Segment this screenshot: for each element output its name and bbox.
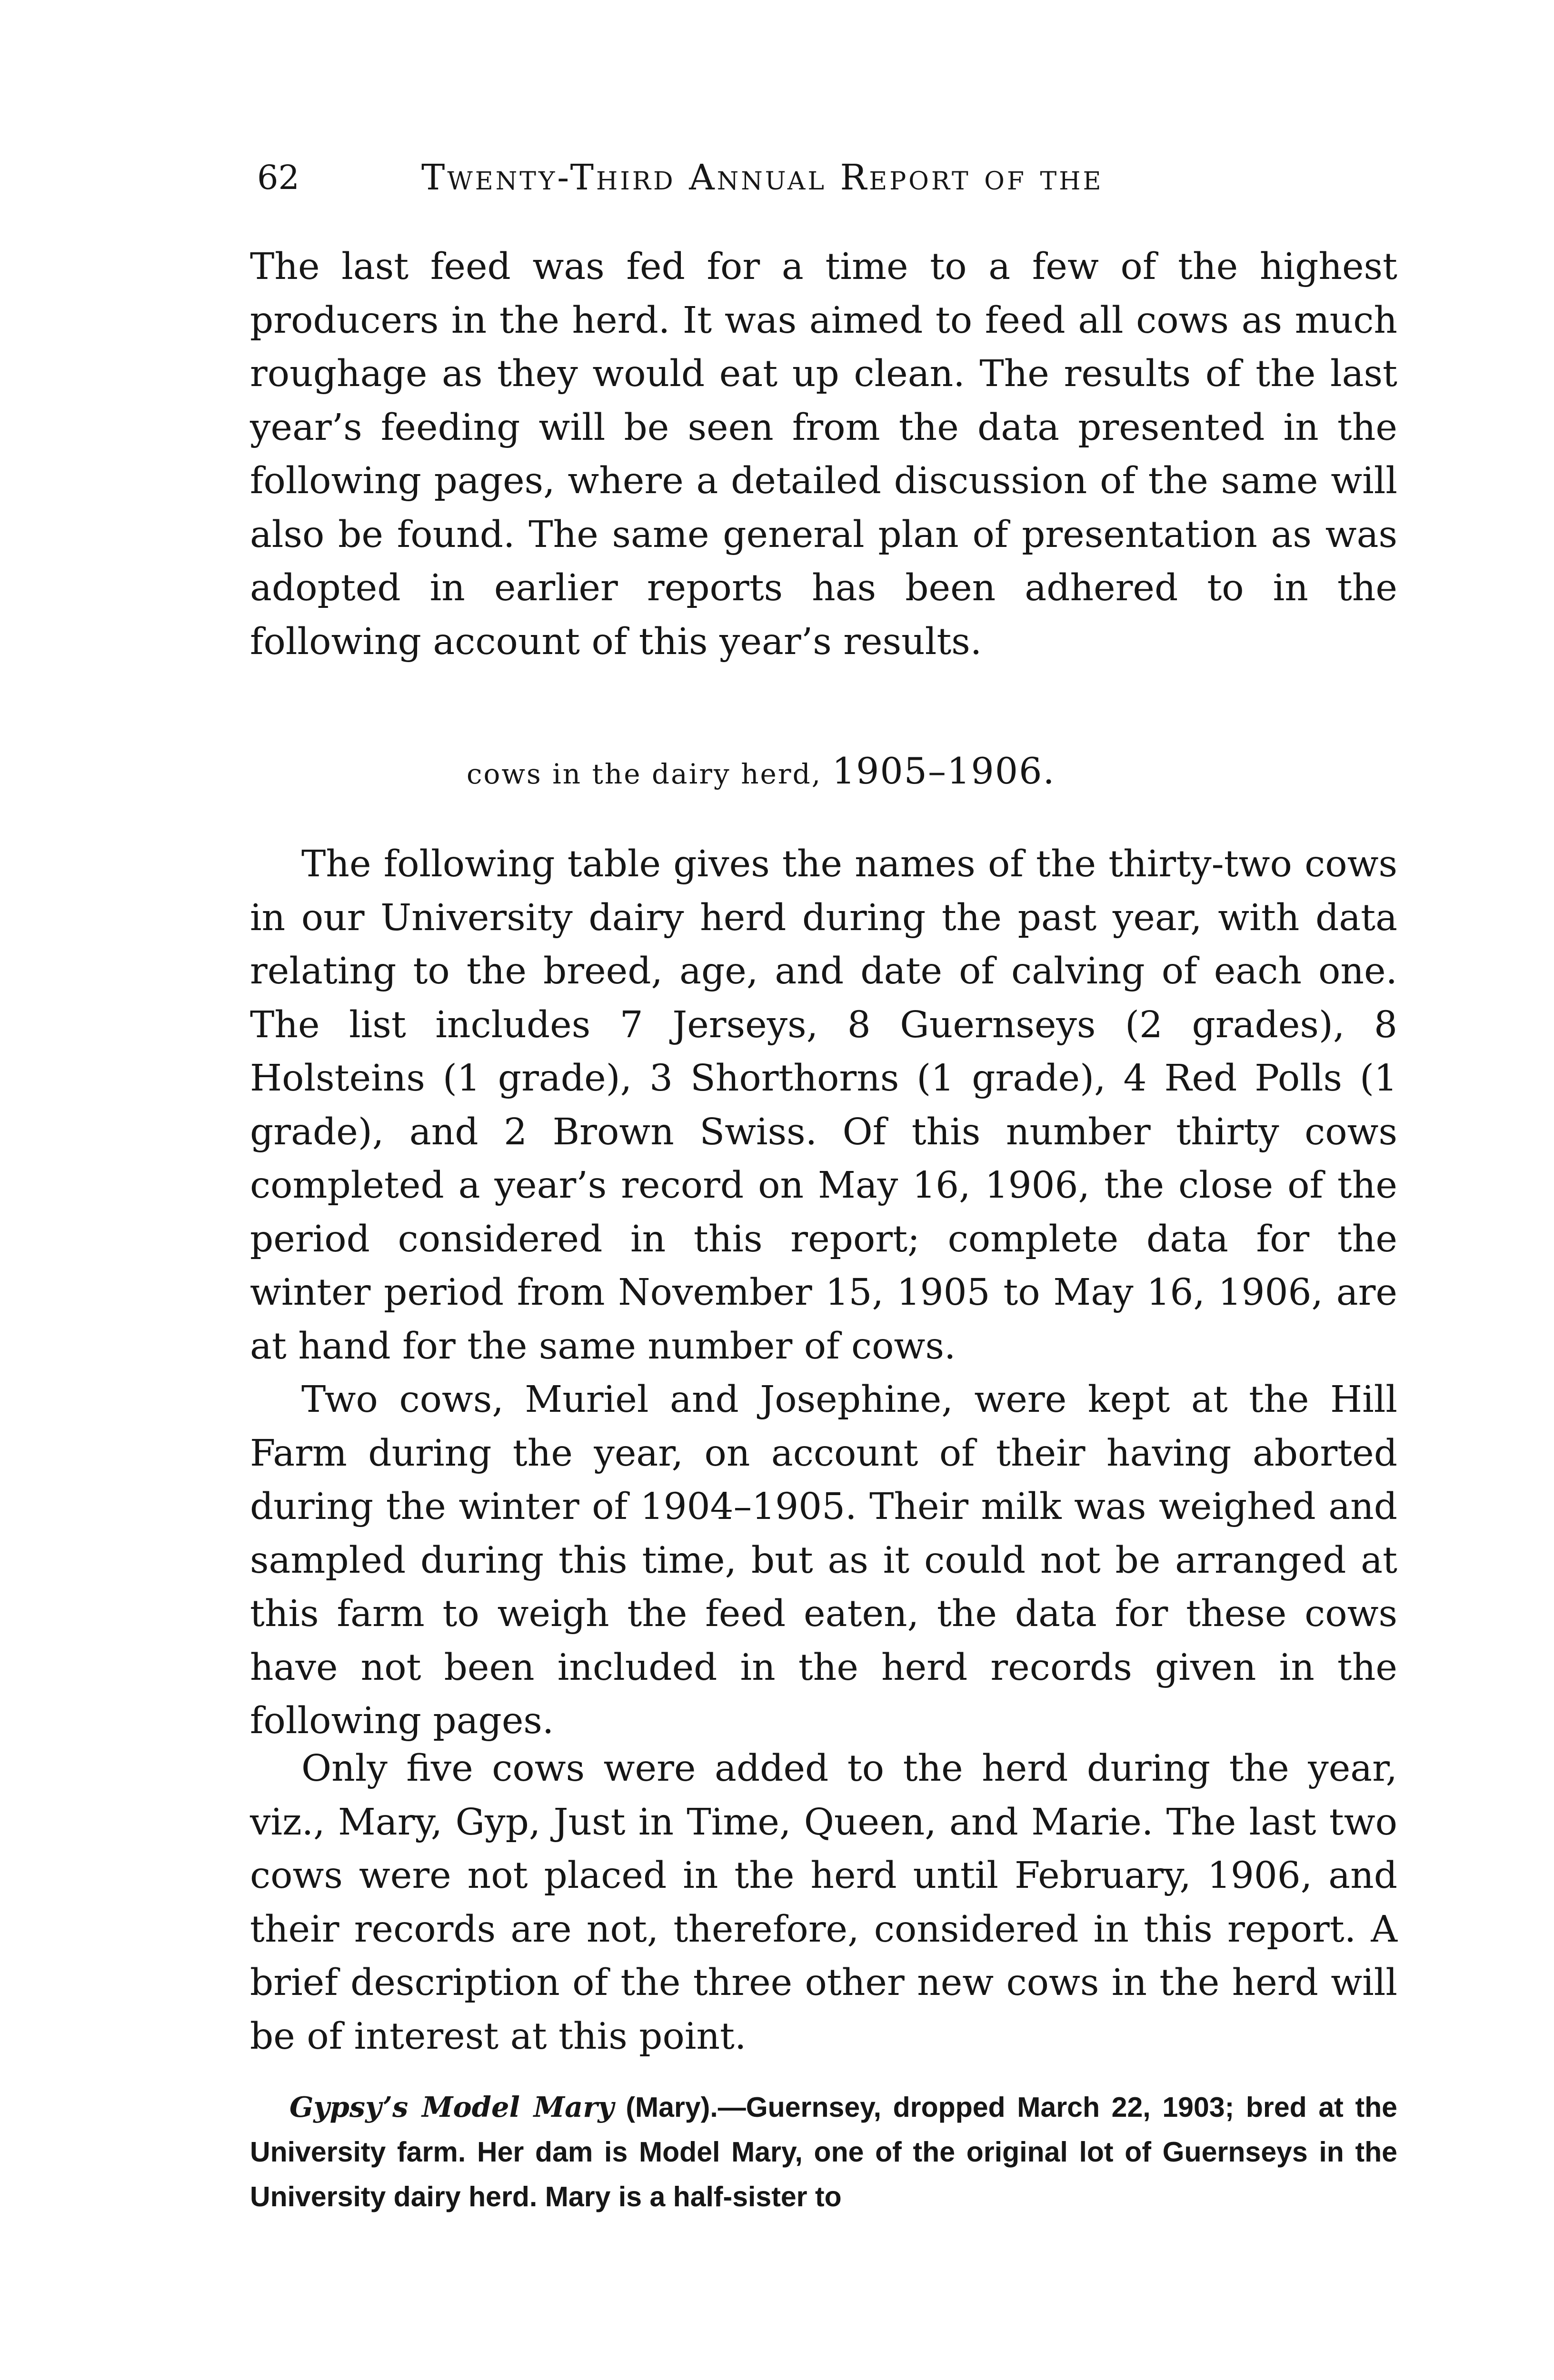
page-number: 62 — [257, 158, 300, 197]
paragraph-herd-table — [250, 838, 1397, 1373]
section-heading — [467, 745, 1228, 800]
cow-description-body: (Mary).—Guernsey, dropped March 22, 1903; bred at the University farm. Her dam is Model Mary, one of the original lot of Guernseys in the University dairy herd. Mary is a half-sister to — [250, 2092, 1397, 2212]
page-header — [257, 151, 1400, 208]
paragraph-text: The following table gives the names of the thirty-two cows in our University dairy herd during the past year, with data relating to the breed, age, and date of calving of each one. The list includes 7 Jerseys, 8 Guernseys (2 grades), 8 Holsteins (1 grade), 3 Shorthorns (1 grade), 4 Red Polls (1 grade), and 2 Brown Swiss. Of this number thirty cows completed a year’s record on May 16, 1906, the close of the period considered in this report; complete data for the winter period from November 15, 1905 to May 16, 1906, are at hand for the same number of cows. — [250, 843, 1397, 1368]
intro-text: The last feed was fed for a time to a few of the highest producers in the herd. It was aimed to feed all cows as much roughage as they would eat up clean. The results of the last year’s feeding will be seen from the data presented in the following pages, where a detailed discussion of the same will also be found. The same general plan of presentation as was adopted in earlier reports has been adhered to in the following account of this year’s results. — [250, 246, 1397, 663]
paragraph-text: Two cows, Muriel and Josephine, were kept at the Hill Farm during the year, on account of their having aborted during the winter of 1904–1905. Their milk was weighed and sampled during this time, but as it could not be arranged at this farm to weigh the feed eaten, the data for these cows have not been included in the herd records given in the following pages. — [250, 1378, 1397, 1742]
paragraph-new-cows — [250, 1742, 1397, 2063]
section-heading-label: cows in the dairy herd, — [467, 758, 822, 790]
paragraph-hill-farm — [250, 1373, 1397, 1748]
section-heading-years: 1905–1906. — [832, 750, 1056, 792]
cow-name: Gypsy’s Model Mary — [289, 2091, 614, 2123]
cow-description-text — [250, 2085, 1397, 2219]
intro-paragraph — [250, 240, 1397, 669]
paragraph-text: Only five cows were added to the herd during the year, viz., Mary, Gyp, Just in Time, Queen, and Marie. The last two cows were not placed in the herd until February, 1906, and their records are not, therefore, considered in this report. A brief description of the three other new cows in the herd will be of interest at this point. — [250, 1747, 1397, 2058]
running-head: Twenty-Third Annual Report of the — [421, 157, 1104, 198]
cow-description — [250, 2085, 1397, 2219]
